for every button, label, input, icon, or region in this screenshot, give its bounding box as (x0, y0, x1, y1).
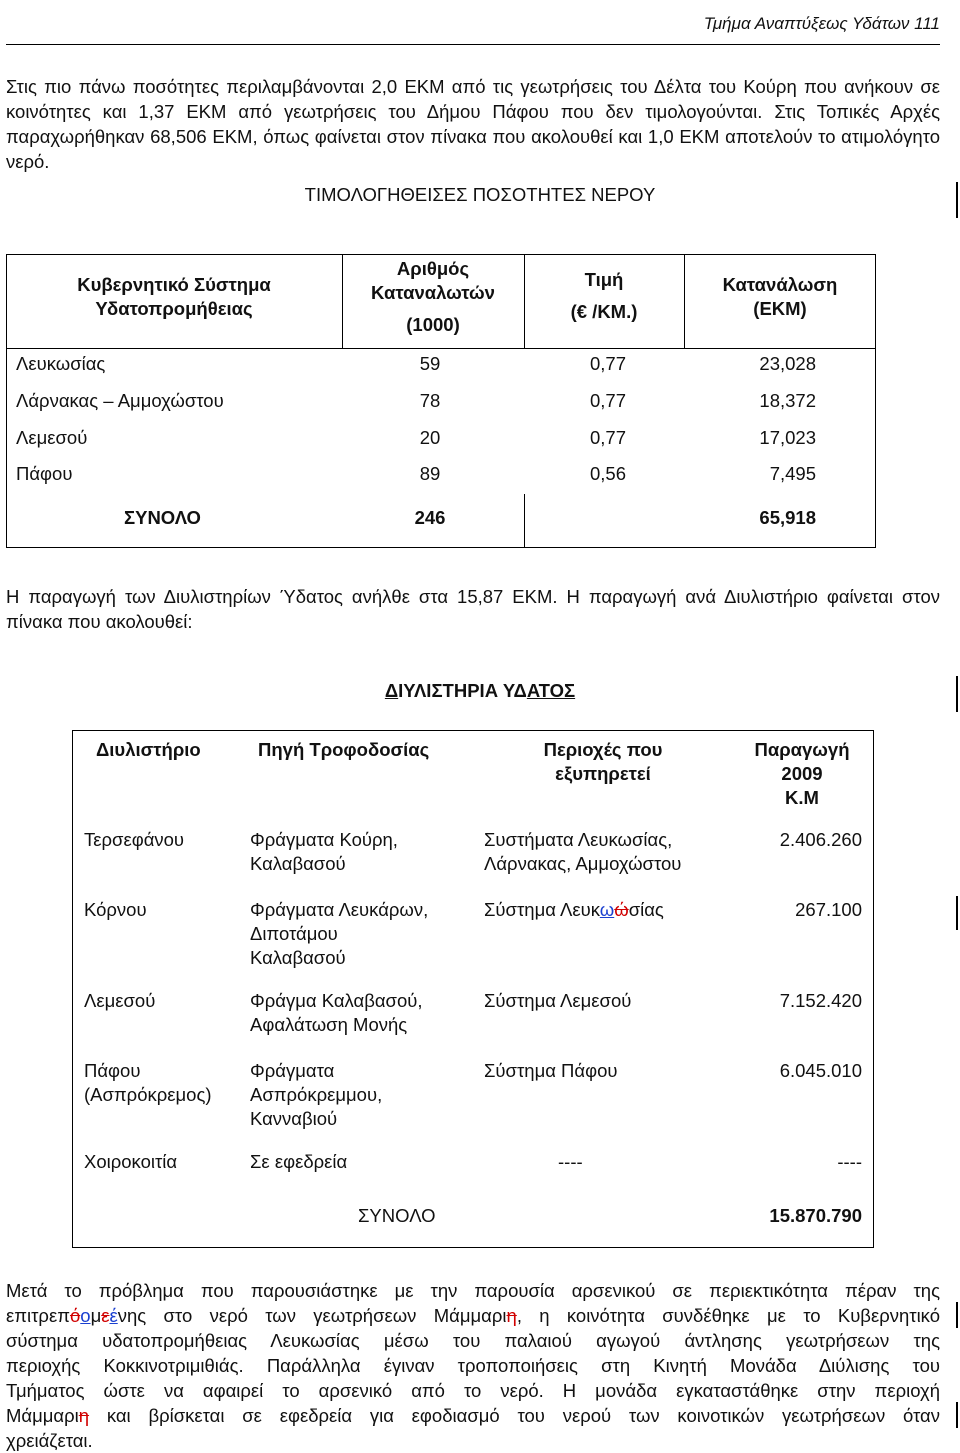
change-bar (956, 182, 958, 218)
paragraph-arsenic: Μετά το πρόβλημα που παρουσιάστηκε με την παρουσία αρσενικού σε περιεκτικότητα πέραν της επιτρεπόομεένης στο νερό των γεωτρήσεων Μάμμαριη, η κοινότητα συνδέθηκε με το Κυβερνητικό σύστημα υδατοπρομήθειας Λευκωσίας μέσω του παλαιού αγωγού άντλησης γεωτρήσεων της περιοχής Κοκκινοτριμιθιάς. Παράλληλα έγιναν τροποποιήσεις στη Κινητή Μονάδα Διύλισης του Τμήματος ώστε να αφαιρεί το αρσενικό από το νερό. Η μονάδα εγκαταστάθηκε στην περιοχή Μάμμαριη και βρίσκεται σε εφεδρεία για εφοδιασμό του νερού των κοινοτικών γεωτρήσεων όταν χρειάζεται. (6, 1280, 940, 1451)
header-source: Πηγή Τροφοδοσίας (258, 739, 430, 760)
header-plant: Διυλιστήριο (96, 739, 201, 760)
header-consumers: Αριθμός Καταναλωτών (1000) (371, 258, 495, 335)
header-consumption: Κατανάλωση (ΕΚΜ) (722, 274, 838, 319)
change-bar (956, 896, 958, 930)
paragraph-intro: Στις πιο πάνω ποσότητες περιλαμβάνονται 2,0 ΕΚΜ από τις γεωτρήσεις του Δέλτα του Κούρη που ανήκουν σε κοινότητες και 1,37 ΕΚΜ από γεωτρήσεις του Δήμου Πάφου που δεν τιμολογούνται. Στις Τοπικές Αρχές παραχωρήθηκαν 68,506 ΕΚΜ, όπως φαίνεται στον πίνακα που ακολουθεί και 1,0 ΕΚΜ αποτελούν το ατιμολόγητο νερό. (6, 76, 940, 172)
page-header: Τμήμα Αναπτύξεως Υδάτων 111 (703, 14, 940, 33)
header-system: Κυβερνητικό Σύστημα Υδατοπρομήθειας (77, 274, 271, 319)
change-bar (956, 1302, 958, 1328)
table2-title: ΔΙΥΛΙΣΤΗΡΙΑ ΥΔΑΤΟΣ (384, 680, 576, 701)
table1-title: ΤΙΜΟΛΟΓΗΘΕΙΣΕΣ ΠΟΣΟΤΗΤΕΣ ΝΕΡΟΥ (304, 184, 656, 205)
paragraph-production: Η παραγωγή των Διυλιστηρίων Ύδατος ανήλθε στα 15,87 ΕΚΜ. Η παραγωγή ανά Διυλιστήριο φαίνεται στον πίνακα που ακολουθεί: (6, 586, 940, 632)
change-bar (956, 1402, 958, 1428)
change-bar (956, 676, 958, 712)
header-areas: Περιοχές που εξυπηρετεί (543, 739, 663, 784)
header-production: Παραγωγή 2009 Κ.Μ (754, 739, 850, 808)
header-rule (6, 44, 940, 45)
header-price: Τιμή (€ /ΚΜ.) (570, 269, 638, 322)
